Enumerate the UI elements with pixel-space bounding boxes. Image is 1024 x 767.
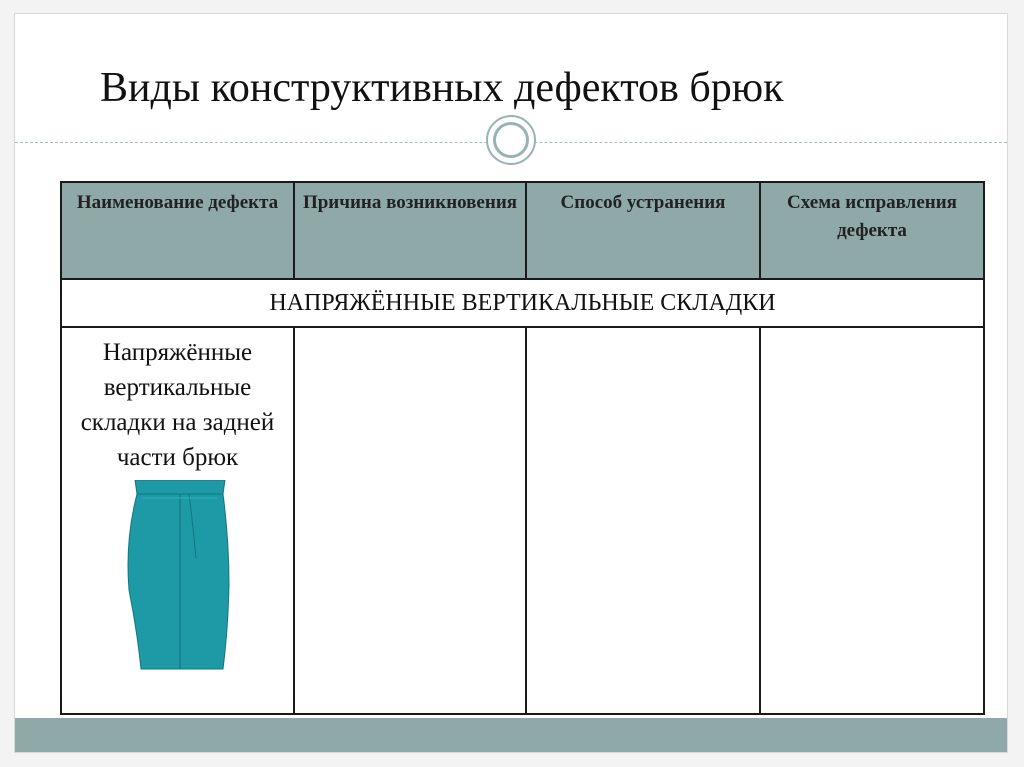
- table-header-row: [61, 182, 984, 279]
- slide-title: Виды конструктивных дефектов брюк: [100, 65, 784, 111]
- table-row: [61, 327, 984, 714]
- section-row: [61, 279, 984, 327]
- cell-fix-scheme: [760, 327, 984, 714]
- cell-defect: [61, 327, 294, 714]
- defect-name-text: Напряжённые вертикальные складки на задней части брюк: [80, 339, 275, 471]
- footer-band: [15, 718, 1007, 752]
- divider-ornament-icon: [486, 115, 536, 165]
- header-cause: Причина возникновения: [294, 182, 526, 279]
- skirt-illustration-icon: [125, 480, 231, 670]
- cell-fix-method: [526, 327, 760, 714]
- header-fix-method: Способ устранения: [526, 182, 760, 279]
- defects-table: [60, 181, 985, 715]
- cell-cause: [294, 327, 526, 714]
- section-label: НАПРЯЖЁННЫЕ ВЕРТИКАЛЬНЫЕ СКЛАДКИ: [61, 279, 984, 327]
- slide: [14, 13, 1008, 753]
- header-defect-name: Наименование дефекта: [61, 182, 294, 279]
- header-fix-scheme: Схема исправления дефекта: [760, 182, 984, 279]
